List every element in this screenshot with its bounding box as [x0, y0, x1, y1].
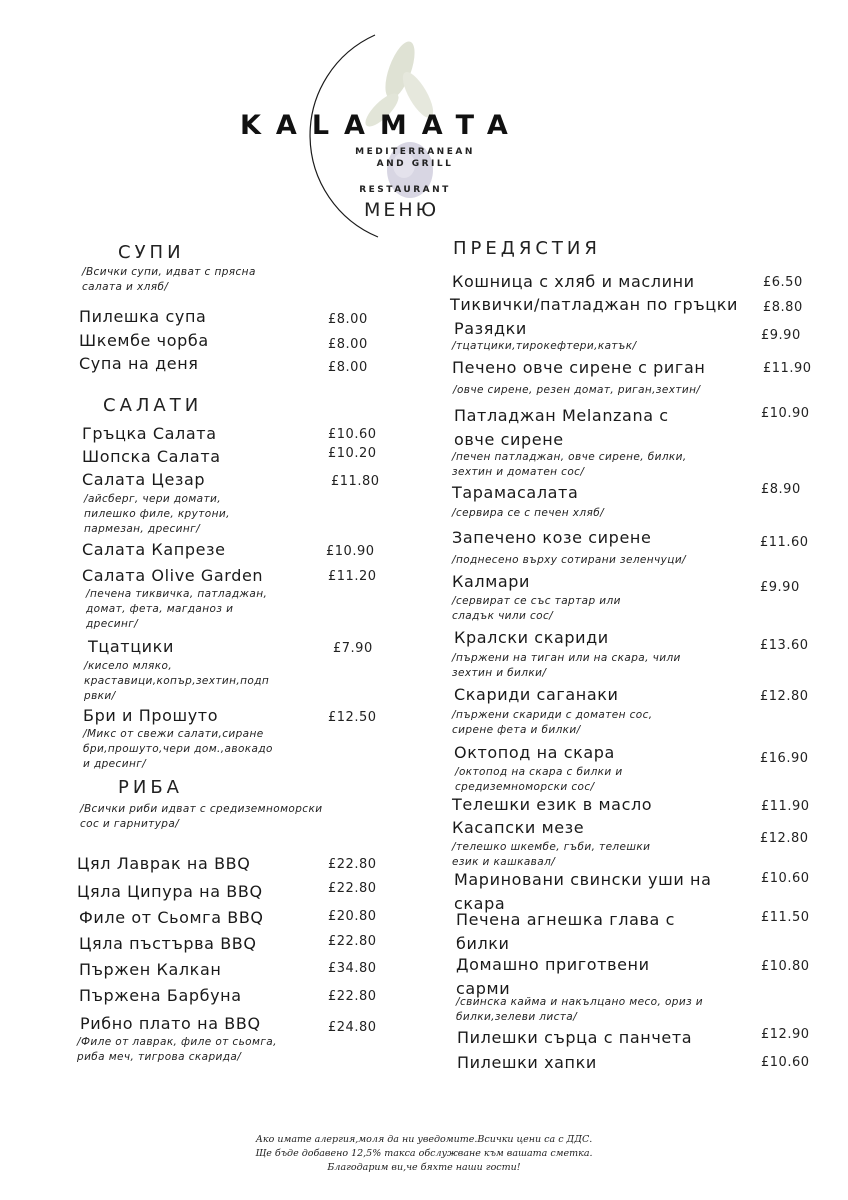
menu-item-name: Патладжан Melanzana с овче сирене	[454, 406, 669, 449]
menu-item-name: Цяла пъстърва BBQ	[79, 934, 257, 953]
menu-item-price: £22.80	[328, 989, 377, 1004]
menu-item-price: £10.90	[326, 544, 375, 559]
menu-item-note: /пържени на тиган или на скара, чили зехтин и билки/	[452, 652, 681, 679]
menu-item-price: £34.80	[328, 961, 377, 976]
menu-item-name: Телешки език в масло	[452, 795, 653, 814]
menu-item-price: £11.20	[328, 569, 377, 584]
menu-item-name: Рибно плато на BBQ	[80, 1014, 261, 1033]
menu-item-note: /печена тиквичка, патладжан, домат, фета, магданоз и дресинг/	[86, 588, 268, 630]
menu-item-note: /овче сирене, резен домат, риган,зехтин/	[453, 384, 701, 396]
menu-item-price: £8.00	[328, 337, 368, 352]
menu-item-price: £11.60	[760, 535, 809, 550]
menu-item-name: Салата Капрезе	[82, 540, 226, 559]
logo-restaurant-label: RESTAURANT	[359, 185, 451, 195]
menu-item-price: £10.60	[761, 1055, 810, 1070]
menu-item-price: £9.90	[761, 328, 801, 343]
menu-item-name: Супа на деня	[79, 354, 199, 373]
menu-item-name: Пържен Калкан	[79, 960, 222, 979]
menu-item-note: /тцатцики,тирокефтери,катък/	[452, 340, 637, 352]
menu-item-price: £10.60	[328, 427, 377, 442]
menu-item-name: Запечено козе сирене	[452, 528, 652, 547]
footer-notice	[0, 1133, 848, 1175]
menu-item-name: Домашно приготвени сарми	[456, 955, 650, 998]
menu-item-name: Салата Olive Garden	[82, 566, 264, 585]
menu-item-price: £6.50	[763, 275, 803, 290]
section-title-soups: СУПИ	[118, 242, 185, 263]
menu-item-note: /свинска кайма и накълцано месо, ориз и билки,зелеви листа/	[456, 996, 704, 1023]
menu-item-price: £12.90	[761, 1027, 810, 1042]
menu-item-name: Калмари	[452, 572, 531, 591]
section-title-fish: РИБА	[118, 777, 183, 798]
menu-item-name: Шопска Салата	[82, 447, 221, 466]
section-title-starters: ПРЕДЯСТИЯ	[453, 238, 601, 259]
menu-item-price: £12.50	[328, 710, 377, 725]
menu-item-price: £10.60	[761, 871, 810, 886]
menu-item-name: Филе от Сьомга BBQ	[79, 908, 264, 927]
menu-item-note: /телешко шкембе, гъби, телешки език и кашкавал/	[452, 841, 651, 868]
menu-item-name: Печено овче сирене с риган	[452, 358, 706, 377]
menu-item-name: Пилешки хапки	[457, 1053, 597, 1072]
menu-item-note: /октопод на скара с билки и средиземноморски сос/	[455, 766, 623, 793]
menu-item-price: £20.80	[328, 909, 377, 924]
menu-item-name: Октопод на скара	[454, 743, 615, 762]
menu-item-note: /Филе от лаврак, филе от сьомга, риба меч, тигрова скарида/	[77, 1036, 277, 1063]
menu-item-price: £16.90	[760, 751, 809, 766]
menu-item-price: £11.90	[763, 361, 812, 376]
restaurant-name: KALAMATA	[240, 110, 523, 141]
menu-item-name: Цяла Ципура на BBQ	[77, 882, 263, 901]
menu-item-name: Тарамасалата	[452, 483, 579, 502]
menu-item-price: £11.50	[761, 910, 810, 925]
menu-item-price: £8.80	[763, 300, 803, 315]
menu-item-price: £24.80	[328, 1020, 377, 1035]
menu-item-price: £13.60	[760, 638, 809, 653]
menu-item-price: £22.80	[328, 934, 377, 949]
menu-item-name: Скариди саганаки	[454, 685, 619, 704]
menu-heading: МЕНЮ	[364, 199, 440, 221]
menu-item-price: £11.80	[331, 474, 380, 489]
menu-item-name: Тиквички/патладжан по гръцки	[450, 295, 738, 314]
menu-item-note: /айсберг, чери домати, пилешко филе, крутони, пармезан, дресинг/	[84, 493, 230, 535]
menu-item-price: £9.90	[760, 580, 800, 595]
fish-note: /Всички риби идват с средиземноморски сос и гарнитура/	[80, 803, 323, 830]
menu-item-price: £10.90	[761, 406, 810, 421]
menu-item-name: Кошница с хляб и маслини	[452, 272, 695, 291]
menu-item-price: £22.80	[328, 881, 377, 896]
menu-item-name: Кралски скариди	[454, 628, 609, 647]
menu-item-note: /пържени скариди с доматен сос, сирене фета и билки/	[452, 709, 653, 736]
logo-tagline-line2: AND GRILL	[376, 159, 454, 169]
section-title-salads: САЛАТИ	[103, 395, 203, 416]
menu-item-note: /поднесено върху сотирани зеленчуци/	[452, 554, 686, 566]
menu-item-price: £12.80	[760, 831, 809, 846]
footer-thanks-line: Благодарим ви,че бяхте наши гости!	[327, 1162, 521, 1173]
menu-item-name: Тцатцики	[88, 637, 174, 656]
soups-note: /Всички супи, идват с прясна салата и хляб/	[82, 266, 256, 293]
logo-tagline-line1: MEDITERRANEAN	[355, 147, 475, 157]
menu-item-name: Гръцка Салата	[82, 424, 217, 443]
footer-allergy-line: Ако имате алергия,моля да ни уведомите.Всички цени са с ДДС.	[255, 1134, 593, 1145]
footer-service-charge-line: Ще бъде добавено 12,5% такса обслужване към вашата сметка.	[255, 1148, 593, 1159]
menu-item-price: £10.20	[328, 446, 377, 461]
menu-item-price: £12.80	[760, 689, 809, 704]
menu-item-note: /Микс от свежи салати,сиране бри,прошуто,чери дом.,авокадо и дресинг/	[83, 728, 273, 770]
menu-item-name: Бри и Прошуто	[83, 706, 219, 725]
menu-item-price: £22.80	[328, 857, 377, 872]
menu-item-note: /печен патладжан, овче сирене, билки, зехтин и доматен сос/	[452, 451, 687, 478]
menu-item-name: Мариновани свински уши на скара	[454, 870, 712, 913]
logo-tagline	[345, 146, 485, 170]
menu-item-price: £8.00	[328, 360, 368, 375]
menu-item-name: Пилешки сърца с панчета	[457, 1028, 693, 1047]
menu-item-price: £8.00	[328, 312, 368, 327]
menu-item-note: /сервира се с печен хляб/	[452, 507, 605, 519]
menu-item-name: Печена агнешка глава с билки	[456, 910, 675, 953]
menu-item-name: Пържена Барбуна	[79, 986, 242, 1005]
menu-item-price: £10.80	[761, 959, 810, 974]
menu-item-note: /сервират се със тартар или сладък чили сос/	[452, 595, 621, 622]
menu-item-name: Салата Цезар	[82, 470, 206, 489]
menu-item-price: £7.90	[333, 641, 373, 656]
menu-item-name: Цял Лаврак на BBQ	[77, 854, 251, 873]
menu-item-note: /кисело мляко, краставици,копър,зехтин,подп рвки/	[84, 660, 270, 702]
menu-item-price: £8.90	[761, 482, 801, 497]
menu-item-name: Разядки	[454, 319, 527, 338]
menu-item-name: Пилешка супа	[79, 307, 207, 326]
menu-item-name: Касапски мезе	[452, 818, 585, 837]
menu-item-price: £11.90	[761, 799, 810, 814]
menu-item-name: Шкембе чорба	[79, 331, 209, 350]
